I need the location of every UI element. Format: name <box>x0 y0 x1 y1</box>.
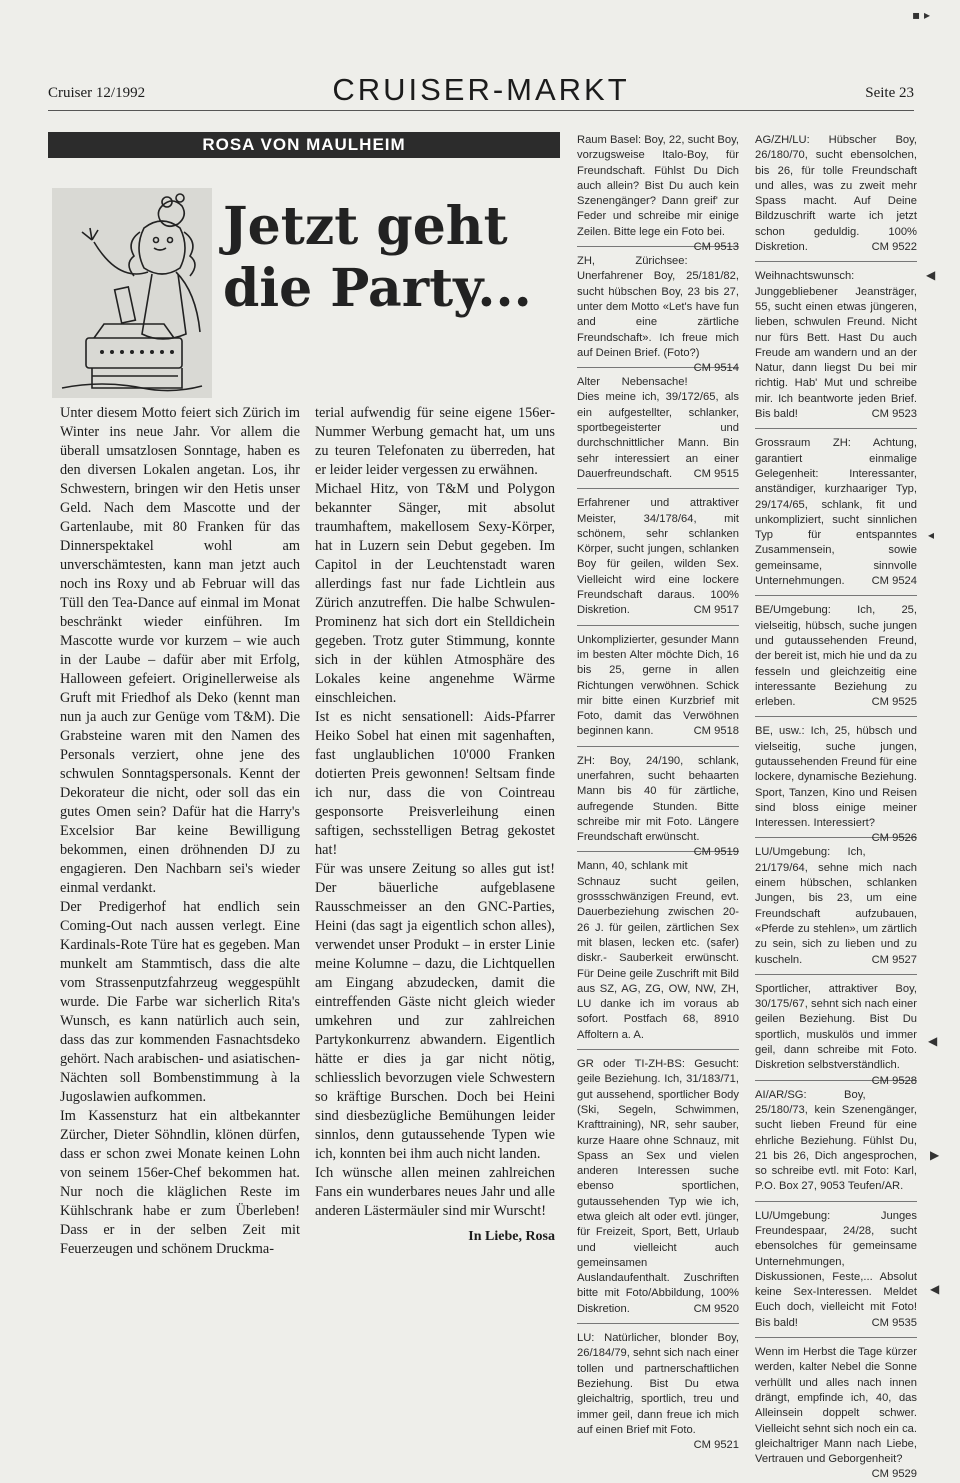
ad-text: ZH: Boy, 24/190, schlank, unerfahren, sucht behaarten Mann bis 40 für zärtliche, aufregende Stunden. Bitte schreibe mir mit Foto. Längere Freundschaft erwünscht. <box>577 754 739 844</box>
ad-code: CM 9527 <box>871 953 917 966</box>
ad-code: CM 9524 <box>871 575 917 588</box>
article-column-2 <box>315 404 555 1246</box>
ad-text: AG/ZH/LU: Hübscher Boy, 26/180/70, sucht ebensolchen, bis 26, für tolle Freundschaft und alles, was zu zweit mehr Spass macht. Auf Deine Bildzuschrift warte ich jetzt schon geduldig. 100% Diskretion. <box>755 134 917 254</box>
classifieds-column-1 <box>577 132 739 1453</box>
classified-ad <box>755 435 917 596</box>
ad-text: Wenn im Herbst die Tage kürzer werden, kalter Nebel die Sonne verhüllt und alles nach innen drängt, empfinde ich, 40, das Alleinsein doppelt schwer. Vielleicht sehnt sich noch ein ca. gleichaltriger Mann nach Liebe, Vertrauen und Geborgenheit? <box>755 1346 917 1466</box>
ad-text: Alter Nebensache! Dies meine ich, 39/172/65, als ein aufgestellter, schlanker, sportbegeisterter und durchschnittlicher Mann. Bin sehr interessiert an einer Dauerfreundschaft. <box>577 376 739 480</box>
classified-ad <box>577 253 739 375</box>
ad-text: Weihnachtswunsch: Junggebliebener Jeansträger, 55, sucht einen etwas jüngeren, lieben, schwulen Freund. Nicht nur fürs Bett. Hast Du auch Freude am wandern und an der Natur, dann liegst Du bei mir richtig. Hab' Mut und schreibe mir. Ich beantworte jeden Brief. Bis bald! <box>755 270 917 421</box>
ad-code: CM 9528 <box>871 1074 917 1087</box>
scan-mark: ◀ <box>930 1282 940 1296</box>
headline <box>223 196 532 320</box>
paragraph: Unter diesem Motto feiert sich Zürich im Winter ins neue Jahr. Vor allem die überall umsatzlosen Sonntage, haben es den diversen Lokalen angetan. Los, ihr Schwestern, bringen wir den Hetis unser Geld. Nach dem Mascotte und der Gartenlaube, mit 80 Franken für das Dinnerspektakel wohl am unverschämtesten, kann man jetzt auch noch ins Roxy und ab Februar will das Tüll den Tea-Dance auf einmal im Monat beschränkt wieder einführen. Im Mascotte wurde vor kurzem – wie auch in der Laube – dafür aber mit Erfolg, Halloween gefeiert. Originellerweise als Gruft mit Friedhof als Deko (kennt man nun ja auch zur Genüge vom T&M). Die Grabsteine waren mit den Namen des Personals verziert, ohne jene des schwulen Sonntagspersonals. Kennt der Dekorateur die nicht, oder soll das ein gutes Omen sein? Dafür hat die Harry's Excelsior Bar keine Bewilligung bekommen, einen dröhnenden DJ zu engagieren. Den Nachbarn sei's wieder einmal verdankt. <box>60 405 300 896</box>
column-article <box>48 132 560 1312</box>
classified-ad <box>577 374 739 489</box>
ad-text: Raum Basel: Boy, 22, sucht Boy, vorzugsweise Italo-Boy, für Freundschaft. Fühlst Du Dich auch allein? Bist Du auch kein Szenengänger? Dann greif' zur Feder und schreibe mir einige Zeilen. Bitte lege ein Foto bei. <box>577 134 739 238</box>
classified-ad <box>755 268 917 429</box>
ad-code: CM 9513 <box>693 241 739 254</box>
scan-mark: ◀ <box>926 268 936 282</box>
issue-label: Cruiser 12/1992 <box>48 85 146 101</box>
ad-code: CM 9522 <box>871 241 917 254</box>
headline-area <box>48 178 560 400</box>
page-number: Seite 23 <box>865 85 914 101</box>
classified-ad <box>577 1056 739 1324</box>
ad-code: CM 9526 <box>871 832 917 845</box>
column-kicker: ROSA VON MAULHEIM <box>48 132 560 158</box>
ad-text: AI/AR/SG: Boy, 25/180/73, kein Szenengänger, sucht lieben Freund für eine ehrliche Beziehung. Fühlst Du, 21 bis 26, Dich angesprochen, so schreibe evtl. mit Foto: Karl, P.O. Box 27, 9053 Teufen/AR. <box>755 1088 917 1193</box>
ad-text: BE/Umgebung: Ich, 25, vielseitig, hübsch, suche jungen und gutaussehenden Freund, der bereit ist, mich hie und da zu fesseln und gleichzeitig eine interessante Beziehung zu erleben. <box>755 604 917 709</box>
paragraph: Der Predigerhof hat endlich sein Coming-Out nach aussen verlegt. Eine Kardinals-Rote Türe hat es gegeben. Man munkelt am Stammtisch, dass die alte vom Strassenputzfahrzeug weggespühlt wurde. Die Farbe war sicherlich Rita's Wunsch, es kann natürlich auch sein, dass das zur kommenden Fasnachtsdeko gehört. Nach arabischen- und asiatischen-Nächten soll Bombenstimmung à la Jugoslawien aufkommen. <box>60 899 300 1105</box>
ad-text: GR oder TI-ZH-BS: Gesucht: geile Beziehung. Ich, 31/183/71, gut aussehend, sportlicher Body (Ski, Segeln, Schwimmen, Krafttraining), NR, sehr sauber, kurze Haare ohne Schnauz, mit Spass an Sex und vielen anderen Interessen suche ebenso sportlichen, gutaussehenden Typ wie ich, etwa gleich alt oder evtl. jünger, für Freizeit, Sport, Bett, Urlaub und vielleicht auch gemeinsamen Auslandaufenthalt. Zuschriften bitte mit Foto/Abbildung, 100% Diskretion. <box>577 1058 739 1315</box>
classified-ad <box>577 1330 739 1452</box>
classified-ad <box>755 844 917 974</box>
classified-ad <box>755 132 917 262</box>
classified-ad <box>755 1344 917 1481</box>
scan-mark: ▪ ▸ <box>912 8 930 22</box>
ad-text: Grossraum ZH: Achtung, garantiert einmalige Gelegenheit: Interessanter, anständiger, kurzhaariger Typ, 29/174/65, schlank, fit und unkompliziert, sucht sinnlichen Typ für entspanntes Zusammensein, sowie gemeinsame, sinnvolle Unternehmungen. <box>755 437 917 588</box>
signature: In Liebe, Rosa <box>468 1229 555 1244</box>
ad-code: CM 9519 <box>693 846 739 859</box>
ad-code: CM 9529 <box>871 1468 917 1481</box>
ad-text: LU/Umgebung: Ich, 21/179/64, sehne mich nach einem hübschen, schlanken Jungen, bis 23, um eine Freundschaft aufzubauen, «Pferde zu stehlen», um zärtlich zu sein, sich zu lieben und zu kuscheln. <box>755 846 917 966</box>
ad-text: Sportlicher, attraktiver Boy, 30/175/67, sehnt sich nach einer geilen Beziehung. Bist Du sportlich, muskulös und immer geil, dann schreibe mit Foto. Diskretion selbstverständlich. <box>755 982 917 1072</box>
ad-text: ZH, Zürichsee: Unerfahrener Boy, 25/181/82, sucht hübschen Boy, 23 bis 27, unter dem Motto «Let's have fun and eine zärtliche Freundschaft». Ich freue mich auf Deinen Brief. (Foto?) <box>577 255 739 359</box>
scan-mark: ▶ <box>930 1148 940 1162</box>
classified-ad <box>755 981 917 1087</box>
classified-ad <box>755 1087 917 1202</box>
classified-ad <box>577 632 739 747</box>
paragraph: terial aufwendig für seine eigene 156er-Nummer Werbung gemacht hat, um uns zu teuren Telefonaten zu überreden, hat er leider leider vergessen zu erwähnen. <box>315 405 555 478</box>
ad-code: CM 9518 <box>693 725 739 738</box>
ad-code: CM 9514 <box>693 362 739 375</box>
scan-mark: ◀ <box>928 1034 938 1048</box>
ad-code: CM 9520 <box>693 1302 739 1315</box>
ad-text: LU/Umgebung: Junges Freundespaar, 24/28, sucht ebensolches für gemeinsame Unternehmungen, Diskussionen, Feste,... Absolut keine Sex-Interessen. Meldet Euch doch, vielleicht mit Foto! Bis bald! <box>755 1209 917 1329</box>
ad-text: Mann, 40, schlank mit Schnauz sucht geilen, grossschwänzigen Freund, evt. Dauerbeziehung zwischen 20-26 J. für geilen, zärtlichen Sex mit blasen, lecken etc. (safer) diskr.- Sauberkeit erwünscht. Für Deine geile Zuschrift mit Bild aus SZ, AG, ZG, OW, NW, ZH, LU danke ich im voraus ab sofort. Postfach 68, 8910 Affoltern a. A. <box>577 860 739 1041</box>
ad-code: CM 9521 <box>693 1439 739 1452</box>
classified-ad <box>577 753 739 859</box>
classified-ad <box>755 602 917 717</box>
header-rule <box>48 110 914 111</box>
paragraph: Ich wünsche allen meinen zahlreichen Fans ein wunderbares neues Jahr und alle anderen Lästermäuler sind mir Wurscht! <box>315 1165 555 1219</box>
classified-ad <box>755 723 917 845</box>
section-title: CRUISER-MARKT <box>332 72 630 107</box>
headline-line-1: Jetzt geht <box>223 196 508 257</box>
classified-ad <box>577 132 739 254</box>
classified-ad <box>577 495 739 625</box>
ad-text: Erfahrener und attraktiver Meister, 34/178/64, mit schönem, sehr schlanken Körper, sucht jungen, schlanken Boy für geilen, wilden Sex. Vielleicht wird eine lockere Freundschaft daraus. 100% Diskretion. <box>577 497 739 617</box>
classified-ad <box>577 858 739 1050</box>
article-column-1 <box>60 404 300 1259</box>
classified-ad <box>755 1208 917 1338</box>
ad-text: BE, usw.: Ich, 25, hübsch und vielseitig, suche jungen, gutaussehenden Freund für eine lockere, dynamische Beziehung. Sport, Tanzen, Kino und Reisen sind bloss einige meiner Interessen. Interessiert? <box>755 725 917 830</box>
paragraph: Für was unsere Zeitung so alles gut ist! Der bäuerliche aufgeblasene Rausschmeisser an den GNC-Parties, Heini (das sagt ja eigentlich schon alles), verwendet unser Produkt – in erster Linie meine Kolumne – dazu, die Lichtquellen am Eingang abzudecken, damit die eintreffenden Gäste nicht gleich wieder umkehren und zur zahlreichen Partykonkurrenz abwandern. Eigentlich hätte er dies ja gar nicht nötig, schliesslich bevorzugen viele Schwestern so kräftige Burschen. Doch bei Heini sind diesbezügliche Bemühungen leider sinnlos, denn gutaussehende Typen wie ich, konnten bei ihm auch nicht landen. <box>315 861 555 1162</box>
classifieds-column-2 <box>755 132 917 1483</box>
ad-code: CM 9515 <box>693 467 739 480</box>
ad-code: CM 9535 <box>871 1316 917 1329</box>
page-header <box>48 72 914 108</box>
paragraph: Michael Hitz, von T&M und Polygon bekannter Sänger, mit absolut traumhaftem, makellosem Sexy-Körper, hat in Luzern sein Debut gegeben. Im Capitol in der Leuchtenstadt waren allerdings fast nur fade Lichtlein aus Zürich anzutreffen. Die halbe Schwulen-Prominenz hat sich dort ein Stelldichein gegeben. Trotz guter Stimmung, konnte sich in der kühlen Atmosphäre des Lokales keine angenehme Wärme einschleichen. <box>315 481 555 706</box>
scan-mark: ◂ <box>928 528 935 542</box>
ad-code: CM 9525 <box>871 696 917 709</box>
typewriter-caricature-illustration <box>52 188 212 398</box>
ad-code: CM 9517 <box>693 604 739 617</box>
headline-line-2: die Party... <box>223 258 532 319</box>
ad-text: Unkomplizierter, gesunder Mann im besten Alter möchte Dich, 16 bis 25, gerne in allen Richtungen verwöhnen. Schick mir bitte einen Kurzbrief mit Foto, damit das Verwöhnen beginnen kann. <box>577 633 739 738</box>
ad-code: CM 9523 <box>871 408 917 421</box>
ad-text: LU: Natürlicher, blonder Boy, 26/184/79, sehnt sich nach einer tollen und partnerschaftlichen Beziehung. Bist Du etwa gleichaltrig, sportlich, treu und immer geil, dann freue ich mich auf einen Brief mit Foto. <box>577 1332 739 1436</box>
paragraph: Ist es nicht sensationell: Aids-Pfarrer Heiko Sobel hat einen mit sagenhaften, fast unglaublichen 10'000 Franken dotierten Preis gewonnen! Seltsam finde ich nur, dass die von Cointreau gesponsorte Preisverleihung einen saftigen, sechsstelligen Betrag gekostet hat! <box>315 709 555 858</box>
paragraph: Im Kassensturz hat ein altbekannter Zürcher, Dieter Söhndlin, klönen dürfen, dass er schon zwei Monate keinen Lohn von seinem 156er-Chef bekommen hat. Nur noch die kläglichen Reste im Kühlschrank habe er zum Überleben! Dass er in der selben Zeit mit Feuerzeugen und schönem Druckma- <box>60 1108 300 1257</box>
